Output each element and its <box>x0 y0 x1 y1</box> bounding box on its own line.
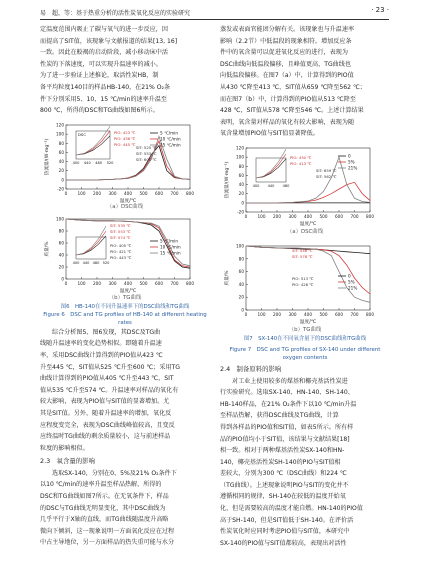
y-tick-label: 100 <box>236 154 244 160</box>
inset-tick-label: 480 <box>282 183 290 188</box>
annotation-label: PIO: 413 ℃ <box>290 160 312 166</box>
figure-7a-dsc-chart <box>220 142 390 228</box>
inset-tick-label: 440 <box>82 260 90 265</box>
text-line: 中占主导地位，另一方面样品的热失重可能与水分 <box>40 539 175 547</box>
x-tick-label: 600 <box>335 311 343 317</box>
text-line: 线随升温速率的变化趋势相似。即随着升温速 <box>40 340 162 348</box>
text-line: 升至445 ℃，SIT值从525 ℃升至600 ℃；采用TG <box>40 363 181 371</box>
x-tick-label: 500 <box>139 190 148 196</box>
section-2-3-heading: 2.3 氧含量的影响 <box>40 457 95 466</box>
y-tick-label: 100 <box>236 243 244 249</box>
annotation-label: PIO: 445 ℃ <box>114 141 136 147</box>
annotation-label: SIT: 574 ℃ <box>110 234 131 240</box>
x-tick-label: 800 <box>186 280 194 286</box>
y-tick-label: 20 <box>238 191 244 197</box>
text-line: 至样品热解，获得DSC曲线及TG曲线，计算 <box>220 412 339 420</box>
text-line: 化，但是需要较高的温度才能自燃。HN-140的PIO值 <box>220 505 363 513</box>
inset-tick-label: 400 <box>72 260 80 265</box>
inset-tick-label: 480 <box>92 260 100 265</box>
text-line: 相一致。相对于两种煤基活性炭SX-140和HN- <box>220 447 345 455</box>
text-line: 备平均粒度140目的样品HB-140，在21% O₂条 <box>40 83 171 91</box>
x-tick-label: 500 <box>139 280 148 286</box>
text-line: 曲线计算得到的PIO值从405 ℃升至443 ℃，SIT <box>40 375 174 383</box>
x-tick-label: 200 <box>273 311 281 317</box>
annotation-label: PIO: 428 ℃ <box>292 281 314 287</box>
text-line: 蒸发或表面官能团分解有关。该现象也与升温速率 <box>220 26 355 33</box>
x-tick-label: 500 <box>319 311 328 317</box>
y-tick-label: -20 <box>237 209 244 215</box>
inset-tick-label: 400 <box>72 160 80 165</box>
text-line: HB-140样品，在21% O₂条件下以10 ℃/min升温 <box>220 400 357 408</box>
y-tick-label: 80 <box>58 228 64 234</box>
figure-7a-caption: （a）DSC曲线 <box>286 228 324 235</box>
inset-tick-label: 440 <box>267 183 275 188</box>
y-axis-label: 热流量/(W·mg⁻¹) <box>225 161 230 199</box>
y-tick-label: 60 <box>58 240 64 246</box>
annotation-label: SIT: 553 ℃ <box>136 150 157 156</box>
text-line: 从430 ℃降至413 ℃，SIT值从659 ℃降至562 ℃； <box>220 83 366 91</box>
text-line: 得到各样品的PIO值和SIT值，如表5所示。所有样 <box>220 423 354 431</box>
text-line: 应程度变完全，表现为DSC曲线峰值较高，且变反 <box>40 421 175 429</box>
legend-label: 15 ℃/min <box>160 142 181 148</box>
inset-label: DSC <box>78 131 86 137</box>
x-tick-label: 400 <box>124 190 132 196</box>
inset-frame <box>256 158 286 182</box>
text-line: 的DSC与TG曲线无明显变化，其中DSC曲线为 <box>40 504 166 512</box>
annotation-label: SIT: 659 ℃ <box>316 167 337 173</box>
x-tick-label: 700 <box>350 311 359 317</box>
text-line: 氧含量增加PIO值与SIT值显著降低。 <box>220 130 319 138</box>
figure-7-caption-cn: 图7 SX-140在不同氧含量下的DSC曲线和TG曲线 <box>243 335 367 342</box>
y-tick-label: 80 <box>238 256 244 262</box>
legend-label: 21% <box>348 165 358 171</box>
x-tick-label: 800 <box>186 190 194 196</box>
left-paragraph-2 <box>40 327 210 455</box>
text-line: 微向下倾斜，这一现象说明一方面氧化反应在过程 <box>40 527 175 535</box>
text-line: 定温度范围内吸止了碳与氧气的进一步反应，因 <box>40 26 168 33</box>
x-tick-label: 0 <box>244 311 248 317</box>
left-paragraph-3 <box>40 468 210 549</box>
y-tick-label: 120 <box>56 122 64 128</box>
y-tick-label: 0 <box>241 200 244 206</box>
inset-tick-label: 520 <box>106 160 114 165</box>
x-tick-label: 600 <box>155 280 163 286</box>
text-line: 140，椰壳基活性炭SH-140的PIO与SIT值相 <box>220 458 341 466</box>
text-line: 遵循相同的规律，SH-140在较低的温度开始氧 <box>220 493 346 501</box>
right-paragraph-1 <box>220 24 390 140</box>
text-line: 428 ℃，SIT值从578 ℃降至546 ℃。上述计算结果 <box>220 107 364 115</box>
inset-tick-label: 480 <box>95 160 103 165</box>
x-tick-label: 700 <box>170 280 179 286</box>
x-tick-label: 700 <box>350 213 359 219</box>
x-tick-label: 0 <box>64 280 68 286</box>
annotation-label: SIT: 525 ℃ <box>136 144 157 150</box>
text-line: 值从535 ℃升至574 ℃。升温速率对样品的氧化有 <box>40 386 179 394</box>
y-tick-label: 120 <box>236 145 244 151</box>
text-line: 率，采用DSC曲线计算得到的PIO值从423 ℃ <box>40 351 163 359</box>
x-tick-label: 200 <box>93 190 101 196</box>
y-axis-label: 热流量/(W·mg⁻¹) <box>45 138 50 176</box>
x-tick-label: 800 <box>366 213 374 219</box>
text-line: 而提高了SIT值，该现象与文献报道的结果[13, 16] <box>40 37 178 45</box>
legend-label: 15 ℃/min <box>160 250 181 256</box>
right-column <box>220 24 390 549</box>
y-tick-label: 40 <box>58 252 64 258</box>
figure-6a-dsc-chart <box>40 119 210 205</box>
y-tick-label: 60 <box>238 172 244 178</box>
annotation-label: PIO: 436 ℃ <box>114 135 136 141</box>
y-tick-label: 60 <box>238 269 244 275</box>
x-tick-label: 500 <box>319 213 328 219</box>
x-tick-label: 0 <box>64 190 68 196</box>
text-line: 影响（2.2节）中低温段的现象相符。增加反应条 <box>220 37 352 45</box>
figure-6 <box>40 119 210 315</box>
x-tick-label: 400 <box>124 280 132 286</box>
header-rule <box>40 19 389 20</box>
legend-label: 5% <box>348 279 355 285</box>
annotation-label: SIT: 578 ℃ <box>292 253 313 259</box>
x-axis-label: 温度/℃ <box>299 221 317 227</box>
text-line: 以10 ℃/min的速率升温至样品热解，所得的 <box>40 481 162 489</box>
annotation-label: SIT: 535 ℃ <box>110 222 131 228</box>
y-tick-label: 100 <box>56 131 64 137</box>
text-line: SX-140的PIO值与SIT值都较高，表现出对活性 <box>220 539 347 547</box>
left-paragraph-1 <box>40 24 210 117</box>
legend-label: 0 <box>348 153 351 159</box>
x-tick-label: 800 <box>366 311 374 317</box>
text-line: 行实验研究。选取SX-140、HN-140、SH-140、 <box>220 389 354 397</box>
y-tick-label: 0 <box>241 307 244 313</box>
text-line: 表明，氧含量对样品的氧化有较大影响，表现为随 <box>220 118 355 126</box>
annotation-label: PIO: 423 ℃ <box>114 129 136 135</box>
annotation-label: SIT: 600 ℃ <box>136 156 157 162</box>
text-line: 应终温时TG曲线的剩余质量较小，这与前述样品 <box>40 433 171 441</box>
x-tick-label: 200 <box>273 213 281 219</box>
text-line: 几乎平行于X轴的直线，而TG曲线随温度升高略 <box>40 516 169 524</box>
page-header <box>0 0 427 22</box>
annotation-label: SIT: 553 ℃ <box>110 228 131 234</box>
x-tick-label: 300 <box>108 190 117 196</box>
text-line: 为了进一步验证上述推论，取活性炭HB，制 <box>40 72 159 80</box>
text-line: DSC和TG曲线如图7所示。在无氧条件下，样品 <box>40 493 169 501</box>
text-line: 800 ℃，所得的DSC和TG曲线如图6所示。 <box>40 107 159 115</box>
x-tick-label: 400 <box>304 213 312 219</box>
page-number: · 23 · <box>371 6 389 14</box>
x-tick-label: 100 <box>77 190 86 196</box>
figure-6-caption-en: Figure 6 DSC and TG profiles of HB-140 at different heating rates <box>43 311 207 326</box>
text-line: 对工业上使用较多的煤基和椰壳基活性炭进 <box>232 377 348 385</box>
inset-tick-label: 520 <box>102 260 110 265</box>
inset-tick-label: 400 <box>252 183 260 188</box>
y-tick-label: 60 <box>58 149 64 155</box>
x-tick-label: 300 <box>108 280 117 286</box>
text-line: 件下分别采用5、10、15 ℃/min的速率升温至 <box>40 95 168 103</box>
legend-label: 5 ℃/min <box>160 130 179 136</box>
text-line: 差较大，分别为300 ℃（DSC曲线）和224 ℃ <box>220 470 347 478</box>
legend-label: 10 ℃/min <box>160 244 181 250</box>
x-axis-label: 温度/℃ <box>299 319 317 325</box>
y-tick-label: 80 <box>238 163 244 169</box>
x-tick-label: 100 <box>257 213 266 219</box>
legend-label: 10 ℃/min <box>160 136 181 142</box>
y-axis-label: 质量/% <box>225 270 230 286</box>
text-line: 一致。因此在較褐的启动阶段，减小移动床中活 <box>40 49 168 57</box>
y-tick-label: 80 <box>58 140 64 146</box>
figure-7-caption-en: Figure 7 DSC and TG profiles of SX-140 under different oxygen contents <box>229 346 381 361</box>
text-line: （TG曲线）。上述现象说明PIO与SIT的变化并不 <box>220 481 349 489</box>
y-axis-label: 质量/% <box>45 241 50 257</box>
figure-7b-caption: （b）TG曲线 <box>288 326 322 333</box>
figure-6-caption-cn: 图6 HB-140在不同升温速率下的DSC曲线和TG曲线 <box>60 303 190 310</box>
y-tick-label: 100 <box>56 216 64 222</box>
left-column <box>40 24 210 549</box>
y-tick-label: 40 <box>238 281 244 287</box>
figure-7b-tg-chart <box>220 240 390 326</box>
y-tick-label: 40 <box>58 158 64 164</box>
y-tick-label: 0 <box>61 276 64 282</box>
text-line: 其是SIT值。另外，随着升温速率的增加，氧化反 <box>40 409 172 417</box>
text-line: 选取SX-140，分别在0、5%及21% O₂条件下 <box>52 469 177 477</box>
text-line: 件中的氧含量可以促进氧化反应的进行，表现为 <box>220 49 348 57</box>
y-tick-label: 0 <box>61 177 64 183</box>
x-tick-label: 100 <box>257 311 266 317</box>
x-tick-label: 100 <box>77 280 86 286</box>
annotation-label: PIO: 430 ℃ <box>290 154 312 160</box>
annotation-label: SIT: 562 ℃ <box>316 173 337 179</box>
legend-label: 5 ℃/min <box>160 238 179 244</box>
x-tick-label: 600 <box>335 213 343 219</box>
text-line: 而在图7（b）中，计算得到的PIO值从513 ℃降至 <box>220 95 356 103</box>
text-line: 品的PIO值均小于SIT值，该结果与文献结果[18] <box>220 435 350 443</box>
figure-6b-tg-chart <box>40 213 210 295</box>
x-tick-label: 400 <box>304 311 312 317</box>
y-tick-label: 40 <box>238 182 244 188</box>
annotation-label: SIT: 546 ℃ <box>292 247 313 253</box>
annotation-label: PIO: 405 ℃ <box>110 242 132 248</box>
legend-label: 21% <box>348 285 358 291</box>
annotation-label: PIO: 513 ℃ <box>292 275 314 281</box>
section-2-4-heading: 2.4 制备原料的影响 <box>220 364 282 373</box>
text-line: 性炭氧化时应同时考虑PIO值与SIT值，本研究中 <box>220 528 350 536</box>
y-tick-label: 20 <box>238 294 244 300</box>
figure-6b-caption: （b）TG曲线 <box>108 294 142 301</box>
annotation-label: PIO: 421 ℃ <box>110 248 132 254</box>
y-tick-label: -20 <box>57 186 64 192</box>
text-line: 性炭的下落速度，可以实现升温速率的减小。 <box>40 60 162 68</box>
inset-tick-label: 440 <box>83 160 91 165</box>
figure-7 <box>220 142 390 348</box>
text-line: 较大影响，表现为PIO值与SIT值的显著增加。尤 <box>40 398 170 406</box>
x-tick-label: 700 <box>170 190 179 196</box>
x-tick-label: 0 <box>244 213 248 219</box>
figure-6a-caption: （a）DSC曲线 <box>106 203 144 210</box>
y-tick-label: 20 <box>58 264 64 270</box>
text-line: 向低温段偏移。在图7（a）中，计算得到的PIO值 <box>220 72 354 80</box>
x-tick-label: 300 <box>288 311 297 317</box>
text-line: 粒度的影响相似。 <box>40 444 89 452</box>
annotation-label: PIO: 443 ℃ <box>110 254 132 260</box>
text-line: 综合分析图5、图6发现，其DSC及TG曲 <box>52 328 161 336</box>
legend-label: 5% <box>348 159 355 165</box>
text-line: DSC曲线向低温段偏移，且峰值更高，TG曲线也 <box>220 60 351 68</box>
running-title: 易 超，等：基于热重分析的活性炭氧化反应的实验研究 <box>40 10 191 17</box>
x-axis-label: 温度/℃ <box>119 288 137 294</box>
y-tick-label: 20 <box>58 167 64 173</box>
right-paragraph-2 <box>220 376 390 550</box>
x-tick-label: 200 <box>93 280 101 286</box>
text-line: 高于SH-140，但是SIT值低于SH-140。在评价活 <box>220 516 354 524</box>
legend-label: 0 <box>348 273 351 279</box>
x-tick-label: 300 <box>288 213 297 219</box>
x-axis-label: 温度/℃ <box>119 198 137 204</box>
x-tick-label: 600 <box>155 190 163 196</box>
